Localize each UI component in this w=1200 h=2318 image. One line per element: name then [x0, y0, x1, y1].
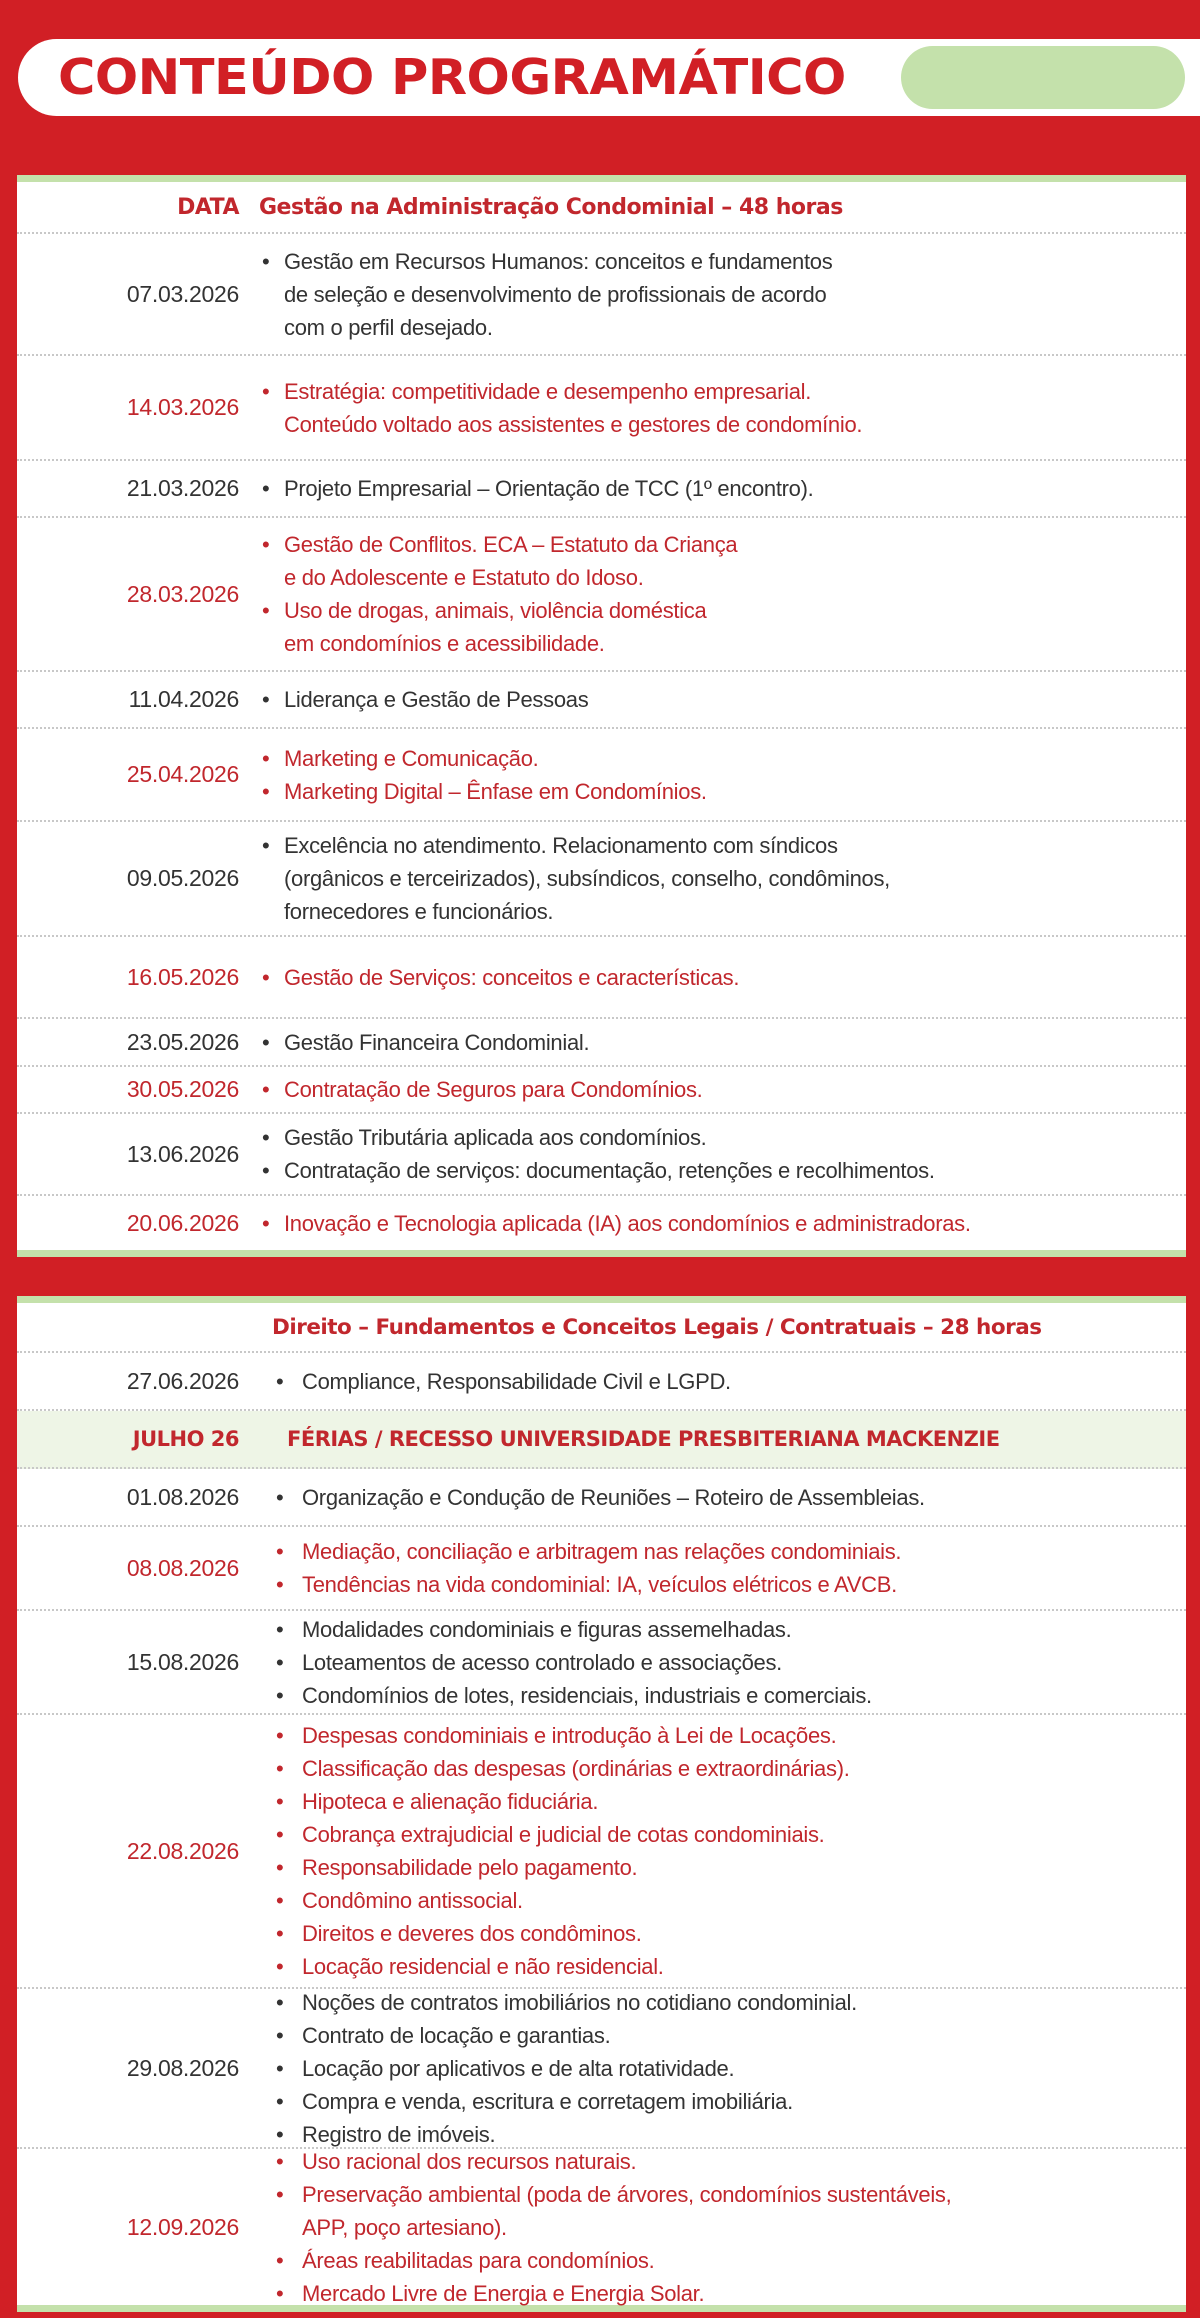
- section-header-row: [17, 182, 1186, 234]
- topic-item: • Responsabilidade pelo pagamento.: [276, 1851, 1178, 1884]
- topic-continuation: APP, poço artesiano).: [302, 2214, 507, 2240]
- topic-item: • Hipoteca e alienação fiduciária.: [276, 1785, 1178, 1818]
- row-date: 16.05.2026: [126, 963, 239, 990]
- schedule-row: [17, 1019, 1186, 1067]
- column-header-date: DATA: [177, 194, 239, 220]
- topic-item: • Gestão de Serviços: conceitos e características.: [262, 961, 1178, 994]
- topic-item: • Projeto Empresarial – Orientação de TCC (1º encontro).: [262, 472, 1178, 505]
- topic-item: • Contratação de Seguros para Condomínios.: [262, 1073, 1178, 1106]
- section-header-row: [17, 1303, 1186, 1353]
- schedule-row: [17, 672, 1186, 729]
- row-date: 20.06.2026: [126, 1209, 239, 1236]
- topic-continuation: de seleção e desenvolvimento de profissionais de acordo: [284, 281, 827, 307]
- topic-continuation: (orgânicos e terceirizados), subsíndicos, conselho, condôminos,: [284, 866, 890, 891]
- vacation-title: FÉRIAS / RECESSO UNIVERSIDADE PRESBITERIANA MACKENZIE: [287, 1427, 1000, 1451]
- row-date: 25.04.2026: [126, 761, 239, 787]
- topic-item: • Cobrança extrajudicial e judicial de cotas condominiais.: [276, 1818, 1178, 1851]
- row-date: 14.03.2026: [126, 394, 239, 420]
- topic-item: • Inovação e Tecnologia aplicada (IA) aos condomínios e administradoras.: [262, 1207, 1178, 1240]
- topic-item: • Loteamentos de acesso controlado e associações.: [276, 1646, 1178, 1679]
- topic-item: • Condomínios de lotes, residenciais, industriais e comerciais.: [276, 1679, 1178, 1712]
- topic-item: • Gestão Financeira Condominial.: [262, 1026, 1178, 1059]
- schedule-row: [17, 1527, 1186, 1611]
- topic-item: • Preservação ambiental (poda de árvores, condomínios sustentáveis,: [276, 2178, 1178, 2211]
- schedule-row: [17, 1715, 1186, 1989]
- vacation-row: [17, 1411, 1186, 1469]
- topic-item: • Locação por aplicativos e de alta rotatividade.: [276, 2052, 1178, 2085]
- topic-item: • Gestão de Conflitos. ECA – Estatuto da Criança: [262, 528, 1178, 561]
- topic-continuation: Conteúdo voltado aos assistentes e gestores de condomínio.: [284, 411, 863, 437]
- schedule-row: [17, 822, 1186, 937]
- topic-item: • Condômino antissocial.: [276, 1884, 1178, 1917]
- schedule-row: [17, 461, 1186, 518]
- topic-item: • Classificação das despesas (ordinárias e extraordinárias).: [276, 1752, 1178, 1785]
- schedule-row: [17, 729, 1186, 822]
- row-date: 15.08.2026: [126, 1648, 239, 1675]
- topic-item: • Compliance, Responsabilidade Civil e LGPD.: [276, 1365, 1178, 1398]
- topic-item: • Estratégia: competitividade e desempenho empresarial.: [262, 375, 1178, 408]
- section-direito-panel: [17, 1296, 1186, 2312]
- row-date: 30.05.2026: [126, 1076, 239, 1102]
- row-date: 23.05.2026: [126, 1028, 239, 1055]
- row-date: 08.08.2026: [126, 1554, 239, 1581]
- row-date: 12.09.2026: [126, 2213, 239, 2240]
- topic-item: • Noções de contratos imobiliários no cotidiano condominial.: [276, 1986, 1178, 2019]
- topic-item: • Uso racional dos recursos naturais.: [276, 2145, 1178, 2178]
- schedule-row: [17, 1196, 1186, 1250]
- topic-item: • Mediação, conciliação e arbitragem nas relações condominiais.: [276, 1535, 1178, 1568]
- topic-item: • Uso de drogas, animais, violência doméstica: [262, 594, 1178, 627]
- schedule-row: [17, 1114, 1186, 1196]
- topic-item: • Registro de imóveis.: [276, 2118, 1178, 2151]
- section-title: Direito – Fundamentos e Conceitos Legais / Contratuais – 28 horas: [272, 1314, 1042, 1340]
- topic-continuation: em condomínios e acessibilidade.: [284, 631, 605, 656]
- topic-item: • Excelência no atendimento. Relacionamento com síndicos: [262, 829, 1178, 862]
- topic-item: • Direitos e deveres dos condôminos.: [276, 1917, 1178, 1950]
- schedule-row: [17, 518, 1186, 672]
- schedule-row: [17, 356, 1186, 461]
- topic-item: • Compra e venda, escritura e corretagem imobiliária.: [276, 2085, 1178, 2118]
- schedule-row: [17, 1353, 1186, 1411]
- topic-item: • Contratação de serviços: documentação, retenções e recolhimentos.: [262, 1154, 1178, 1187]
- topic-item: • Gestão em Recursos Humanos: conceitos e fundamentos: [262, 245, 1178, 278]
- topic-item: • Modalidades condominiais e figuras assemelhadas.: [276, 1613, 1178, 1646]
- topic-item: • Locação residencial e não residencial.: [276, 1950, 1178, 1983]
- page-title: CONTEÚDO PROGRAMÁTICO: [58, 49, 846, 106]
- row-date: 09.05.2026: [126, 865, 239, 891]
- row-date: 28.03.2026: [126, 580, 239, 607]
- topic-item: • Áreas reabilitadas para condomínios.: [276, 2244, 1178, 2277]
- schedule-row: [17, 1989, 1186, 2149]
- schedule-row: [17, 234, 1186, 356]
- schedule-row: [17, 1067, 1186, 1114]
- row-date: 22.08.2026: [126, 1837, 239, 1864]
- row-date: 01.08.2026: [126, 1483, 239, 1510]
- topic-continuation: e do Adolescente e Estatuto do Idoso.: [284, 565, 644, 590]
- topic-continuation: fornecedores e funcionários.: [284, 899, 554, 924]
- topic-item: • Marketing Digital – Ênfase em Condomínios.: [262, 775, 1178, 808]
- topic-item: • Tendências na vida condominial: IA, veículos elétricos e AVCB.: [276, 1568, 1178, 1601]
- topic-item: • Despesas condominiais e introdução à Lei de Locações.: [276, 1719, 1178, 1752]
- topic-item: • Gestão Tributária aplicada aos condomínios.: [262, 1121, 1178, 1154]
- schedule-row: [17, 2149, 1186, 2305]
- schedule-row: [17, 937, 1186, 1019]
- topic-continuation: com o perfil desejado.: [284, 314, 493, 340]
- row-date: 13.06.2026: [126, 1140, 239, 1167]
- schedule-row: [17, 1469, 1186, 1527]
- row-date: 11.04.2026: [128, 686, 239, 712]
- topic-item: • Contrato de locação e garantias.: [276, 2019, 1178, 2052]
- topic-item: • Mercado Livre de Energia e Energia Solar.: [276, 2277, 1178, 2310]
- row-date: 29.08.2026: [126, 2054, 239, 2081]
- section-title: Gestão na Administração Condominial – 48 horas: [259, 194, 843, 220]
- topic-item: • Organização e Condução de Reuniões – Roteiro de Assembleias.: [276, 1481, 1178, 1514]
- vacation-date: JULHO 26: [132, 1427, 239, 1451]
- schedule-row: [17, 1611, 1186, 1715]
- row-date: 27.06.2026: [126, 1367, 239, 1394]
- topic-item: • Marketing e Comunicação.: [262, 742, 1178, 775]
- row-date: 07.03.2026: [126, 280, 239, 307]
- row-date: 21.03.2026: [126, 475, 239, 501]
- green-decorative-pill: [901, 46, 1185, 109]
- section-gestao-panel: [17, 175, 1186, 1257]
- topic-item: • Liderança e Gestão de Pessoas: [262, 683, 1178, 716]
